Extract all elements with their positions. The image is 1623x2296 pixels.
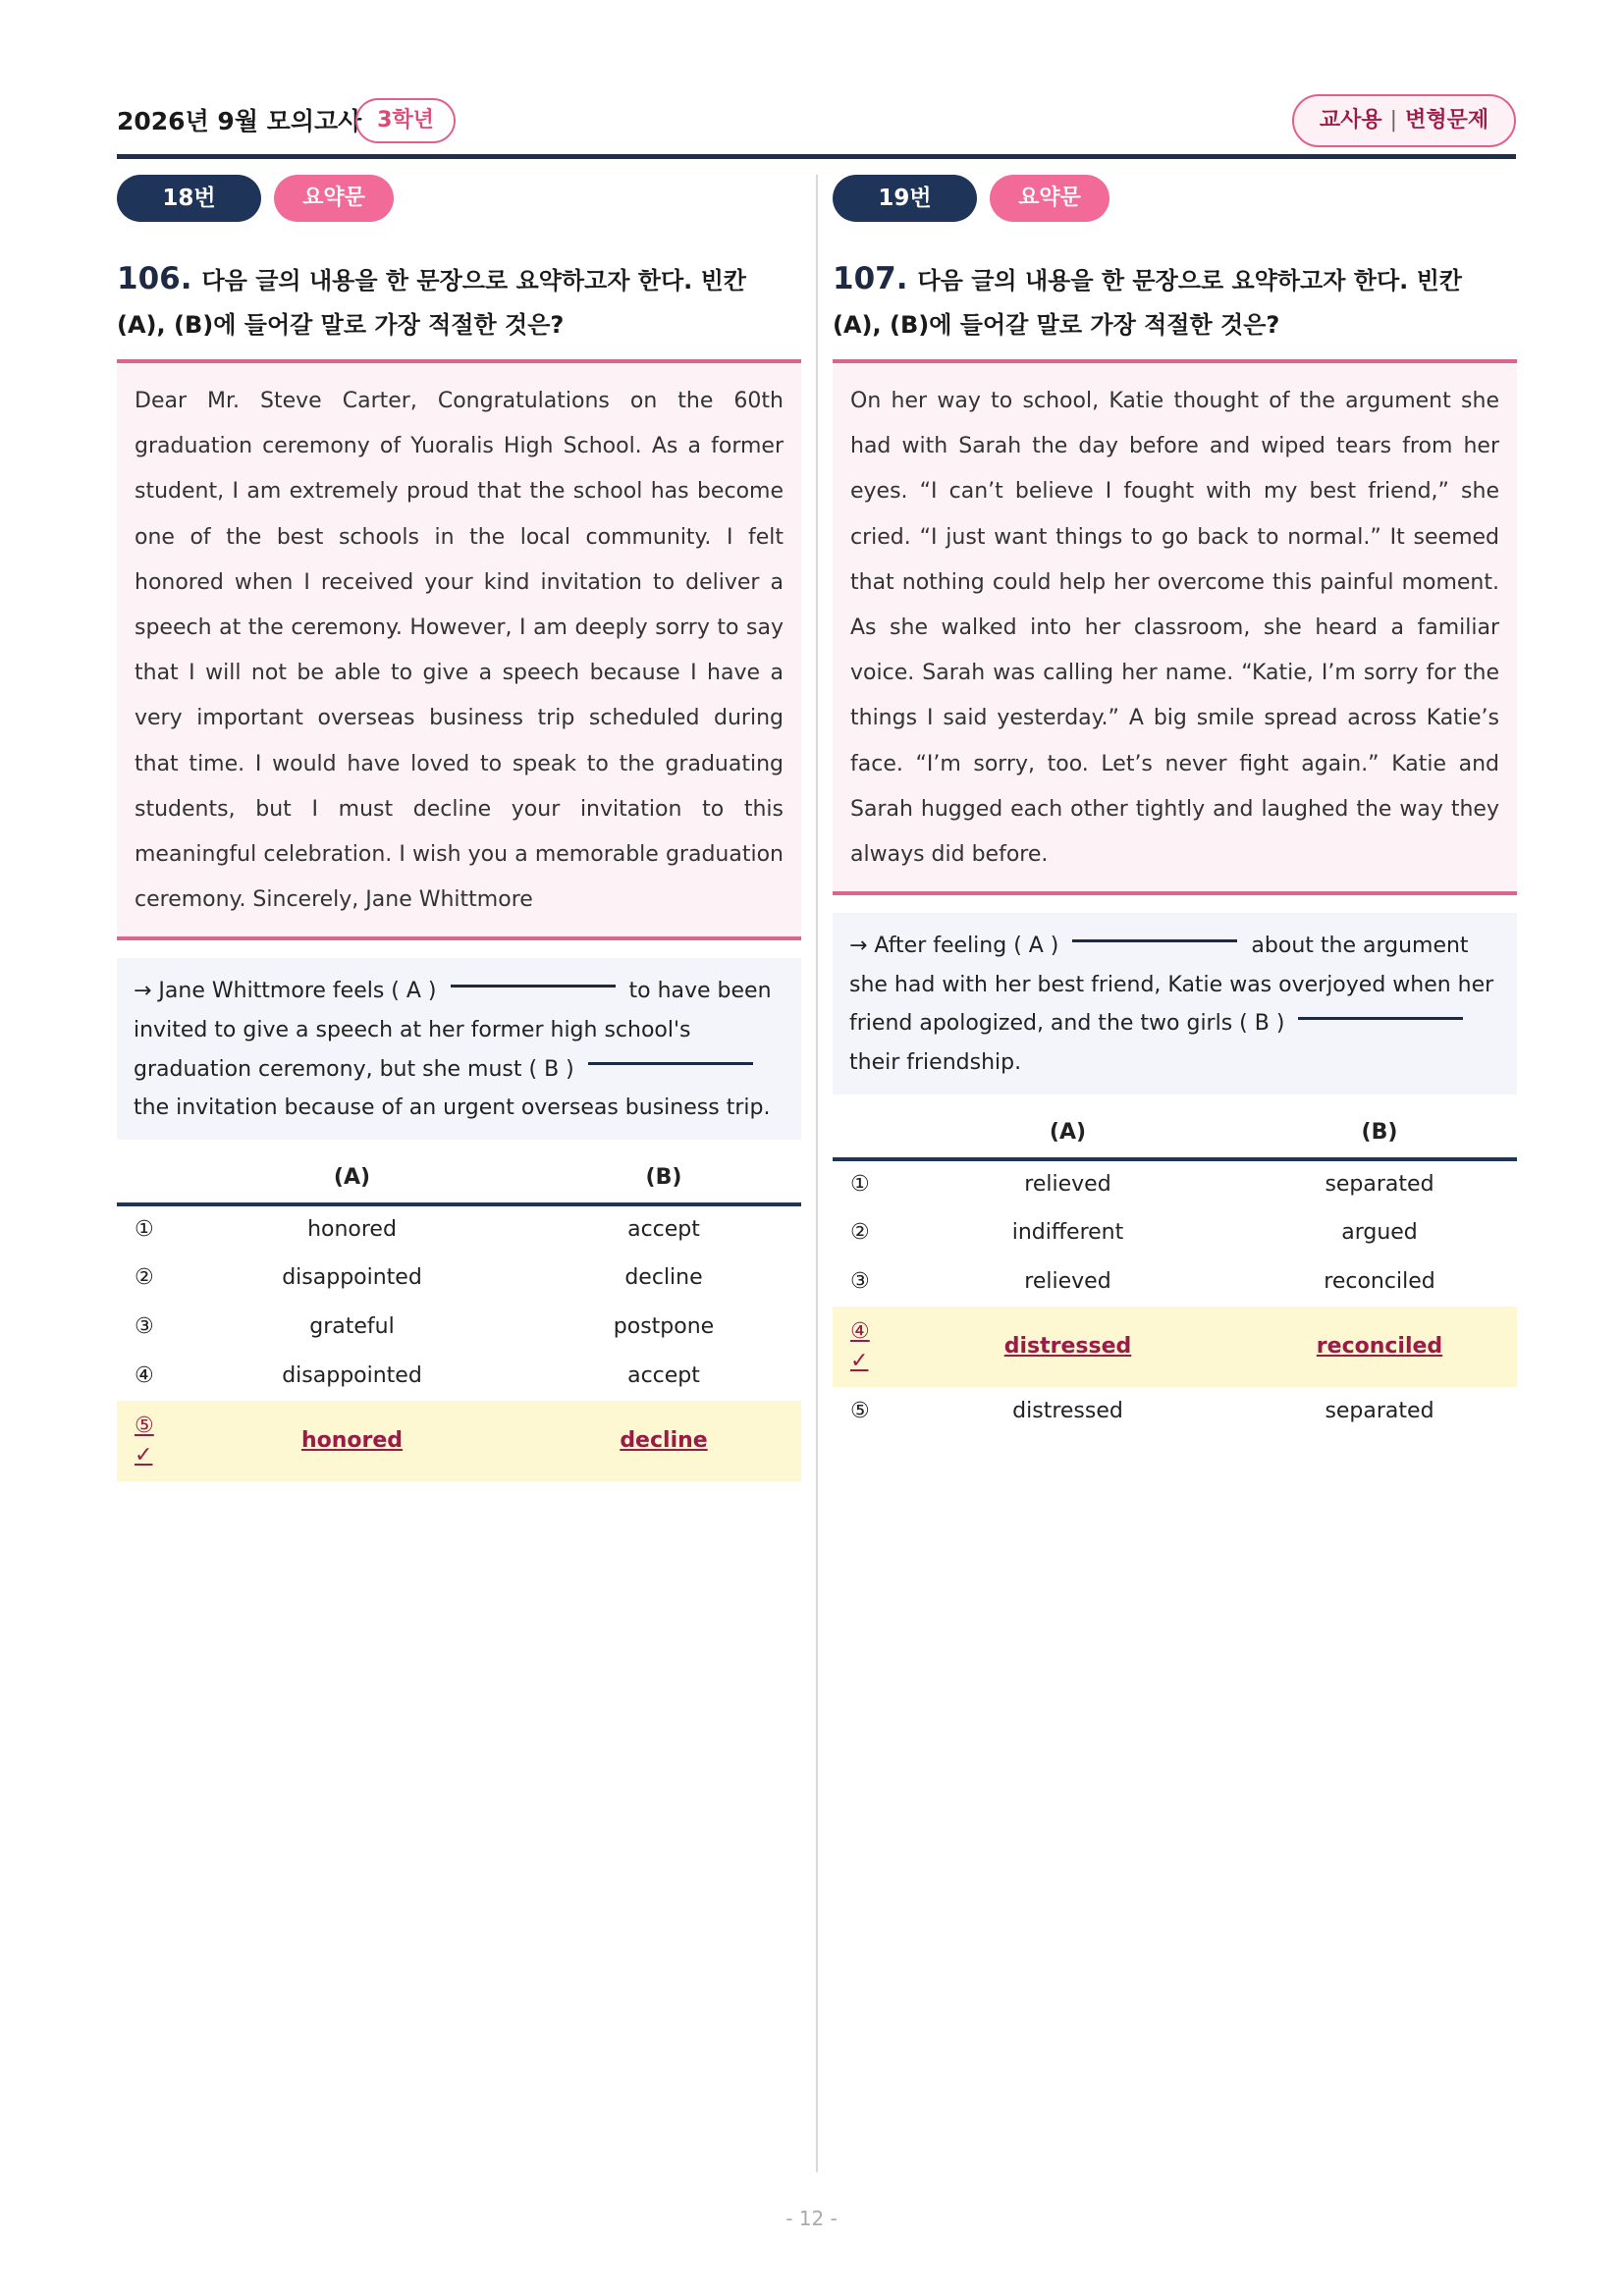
option-a: honored bbox=[307, 1217, 397, 1243]
question-text: 다음 글의 내용을 한 문장으로 요약하고자 한다. 빈칸 (A), (B)에 들어갈 말로 가장 적절한 것은? bbox=[117, 267, 746, 339]
summary-part-1: → Jane Whittmore feels ( A ) bbox=[134, 979, 437, 1004]
option-number: ④ bbox=[135, 1363, 154, 1389]
option-b: accept bbox=[627, 1217, 700, 1243]
answer-row[interactable] bbox=[117, 1401, 801, 1481]
summary-part-3: the invitation because of an urgent overseas business trip. bbox=[134, 1095, 771, 1121]
column-a-header: (A) bbox=[893, 1108, 1242, 1159]
summary-part-2: to have been invited to give a speech at her former high school's graduation ceremony, but she must ( B ) bbox=[134, 979, 772, 1082]
option-number: ① bbox=[135, 1217, 154, 1243]
question-number: 106. bbox=[117, 261, 192, 296]
answer-a: distressed bbox=[893, 1307, 1242, 1387]
options-table bbox=[117, 1153, 801, 1481]
passage-box: On her way to school, Katie thought of the argument she had with Sarah the day before and wiped tears from her eyes. “I can’t believe I fought with my best friend,” she cried. “I just want things to go back to normal.” It seemed that nothing could help her overcome this painful moment. As she walked into her classroom, she heard a familiar voice. Sarah was calling her name. “Katie, I’m sorry for the things I said yesterday.” A big smile spread across Katie’s face. “I’m sorry, too. Let’s never fight again.” Katie and Sarah hugged each other tightly and laughed the way they always did before. bbox=[833, 359, 1517, 895]
option-a: relieved bbox=[1024, 1172, 1111, 1198]
option-b: argued bbox=[1341, 1220, 1418, 1246]
option-b: separated bbox=[1325, 1399, 1434, 1424]
source-number-tag: 19번 bbox=[833, 175, 977, 222]
options-header bbox=[117, 1153, 801, 1204]
column-divider bbox=[816, 175, 818, 2172]
question-prompt bbox=[833, 257, 1517, 347]
answer-a: honored bbox=[178, 1401, 526, 1481]
blank-a bbox=[451, 985, 616, 988]
question-tags bbox=[833, 175, 1517, 222]
option-b: decline bbox=[624, 1265, 703, 1291]
column-a-header: (A) bbox=[178, 1153, 526, 1204]
option-a: distressed bbox=[1012, 1399, 1123, 1424]
option-row[interactable] bbox=[833, 1387, 1517, 1436]
question-106 bbox=[117, 175, 801, 1481]
question-type-tag: 요약문 bbox=[990, 175, 1109, 222]
option-b: reconciled bbox=[1324, 1269, 1435, 1295]
options-table bbox=[833, 1108, 1517, 1436]
exam-title: 2026년 9월 모의고사 bbox=[117, 107, 362, 135]
edition-left: 교사용 bbox=[1319, 108, 1382, 133]
check-icon: ✓ bbox=[135, 1442, 153, 1468]
option-number: ② bbox=[135, 1265, 154, 1291]
column-b-header: (B) bbox=[526, 1153, 801, 1204]
grade-badge: 3학년 bbox=[355, 98, 456, 143]
check-icon: ✓ bbox=[850, 1348, 869, 1373]
question-text: 다음 글의 내용을 한 문장으로 요약하고자 한다. 빈칸 (A), (B)에 들어갈 말로 가장 적절한 것은? bbox=[833, 267, 1462, 339]
summary-part-3: their friendship. bbox=[849, 1050, 1022, 1076]
answer-row[interactable] bbox=[833, 1307, 1517, 1387]
option-a: disappointed bbox=[282, 1265, 422, 1291]
answer-b: decline bbox=[526, 1401, 801, 1481]
answer-number bbox=[833, 1307, 893, 1387]
option-a: disappointed bbox=[282, 1363, 422, 1389]
summary-box bbox=[117, 958, 801, 1139]
page-header bbox=[117, 98, 1516, 159]
option-row[interactable] bbox=[833, 1159, 1517, 1208]
answer-number-label: ④ bbox=[850, 1318, 870, 1344]
option-row[interactable] bbox=[117, 1254, 801, 1303]
question-number: 107. bbox=[833, 261, 908, 296]
option-b: accept bbox=[627, 1363, 700, 1389]
option-row[interactable] bbox=[833, 1257, 1517, 1307]
source-number-tag: 18번 bbox=[117, 175, 261, 222]
summary-part-1: → After feeling ( A ) bbox=[849, 934, 1059, 959]
option-number: ⑤ bbox=[850, 1399, 870, 1424]
question-prompt bbox=[117, 257, 801, 347]
question-tags bbox=[117, 175, 801, 222]
edition-separator: | bbox=[1389, 108, 1398, 133]
option-number: ② bbox=[850, 1220, 870, 1246]
option-number: ③ bbox=[135, 1314, 154, 1340]
option-number: ① bbox=[850, 1172, 870, 1198]
blank-b bbox=[588, 1062, 753, 1065]
edition-right: 변형문제 bbox=[1405, 108, 1489, 133]
option-b: separated bbox=[1325, 1172, 1434, 1198]
passage-box: Dear Mr. Steve Carter, Congratulations on the 60th graduation ceremony of Yuoralis High School. As a former student, I am extremely proud that the school has become one of the best schools in the local community. I felt honored when I received your kind invitation to deliver a speech at the ceremony. However, I am deeply sorry to say that I will not be able to give a speech because I have a very important overseas business trip scheduled during that time. I would have loved to speak to the graduating students, but I must decline your invitation to this meaningful celebration. I wish you a memorable graduation ceremony. Sincerely, Jane Whittmore bbox=[117, 359, 801, 940]
option-number: ③ bbox=[850, 1269, 870, 1295]
summary-box bbox=[833, 913, 1517, 1094]
option-a: grateful bbox=[309, 1314, 395, 1340]
option-row[interactable] bbox=[117, 1204, 801, 1254]
blank-a bbox=[1072, 939, 1237, 942]
question-107 bbox=[833, 175, 1517, 1436]
answer-number-label: ⑤ bbox=[135, 1413, 154, 1438]
summary-part-2: about the argument she had with her best friend, Katie was overjoyed when her friend apologized, and the two girls ( B ) bbox=[849, 934, 1494, 1037]
answer-b: reconciled bbox=[1242, 1307, 1517, 1387]
option-row[interactable] bbox=[117, 1352, 801, 1401]
answer-number bbox=[117, 1401, 178, 1481]
column-b-header: (B) bbox=[1242, 1108, 1517, 1159]
option-b: postpone bbox=[613, 1314, 715, 1340]
question-type-tag: 요약문 bbox=[274, 175, 394, 222]
option-a: indifferent bbox=[1011, 1220, 1124, 1246]
option-row[interactable] bbox=[117, 1303, 801, 1352]
blank-b bbox=[1298, 1017, 1463, 1020]
options-header bbox=[833, 1108, 1517, 1159]
edition-badge bbox=[1292, 94, 1516, 147]
page-number: - 12 - bbox=[785, 2207, 838, 2230]
option-a: relieved bbox=[1024, 1269, 1111, 1295]
option-row[interactable] bbox=[833, 1208, 1517, 1257]
